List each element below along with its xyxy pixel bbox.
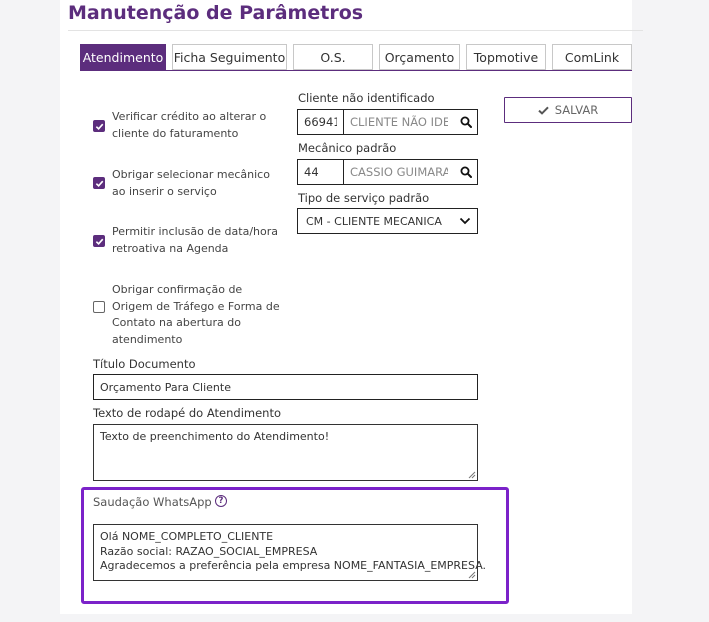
page-title: Manutenção de Parâmetros [68, 2, 364, 24]
option-verificar-credito [93, 120, 105, 132]
title-divider [68, 30, 643, 31]
tab-comlink[interactable]: ComLink [552, 44, 632, 70]
whatsapp-line-3: Agradecemos a preferência pela empresa NOME_FANTASIA_EMPRESA. [100, 559, 487, 572]
checkbox-data-retroativa[interactable] [93, 235, 105, 247]
rodape-textarea[interactable] [93, 424, 478, 481]
check-icon [95, 122, 104, 131]
titulo-documento-field[interactable] [93, 374, 478, 400]
mecanico-name-field[interactable] [343, 159, 455, 185]
checkbox-confirmar-origem[interactable] [93, 301, 105, 313]
checkbox-obrigar-mecanico[interactable] [93, 177, 105, 189]
cliente-name-field[interactable] [343, 109, 455, 135]
save-button-label: SALVAR [554, 103, 599, 117]
cliente-name-input[interactable] [350, 115, 448, 129]
mecanico-search-button[interactable] [454, 159, 478, 185]
whatsapp-label: Saudação WhatsApp [93, 495, 212, 509]
mecanico-code-input[interactable] [304, 165, 337, 179]
cliente-label: Cliente não identificado [298, 91, 435, 105]
rodape-label: Texto de rodapé do Atendimento [93, 406, 282, 420]
search-icon [460, 166, 472, 178]
resize-grip-icon[interactable] [468, 471, 476, 479]
checkbox-verificar-credito[interactable] [93, 120, 105, 132]
option-label-data-retroativa: Permitir inclusão de data/hora retroativa na Agenda [112, 225, 278, 255]
tab-orcamento[interactable]: Orçamento [379, 44, 460, 70]
search-icon [460, 116, 472, 128]
tipo-servico-select[interactable] [297, 208, 478, 234]
resize-grip-icon[interactable] [468, 571, 476, 579]
titulo-documento-label: Título Documento [93, 357, 196, 371]
whatsapp-line-1: Olá NOME_COMPLETO_CLIENTE [100, 530, 274, 543]
cliente-search-button[interactable] [454, 109, 478, 135]
option-label-obrigar-mecanico: Obrigar selecionar mecânico ao inserir o serviço [112, 168, 270, 198]
chevron-down-icon [459, 217, 471, 225]
tabs-underline [80, 70, 632, 71]
tipo-servico-label: Tipo de serviço padrão [298, 191, 430, 205]
option-label-verificar-credito: Verificar crédito ao alterar o cliente do faturamento [112, 110, 267, 140]
whatsapp-textarea[interactable] [93, 524, 487, 581]
cliente-code-input[interactable] [304, 115, 337, 129]
help-icon[interactable]: ? [215, 495, 227, 507]
tab-ficha-seguimento[interactable]: Ficha Seguimento [172, 44, 287, 70]
whatsapp-line-2: Razão social: RAZAO_SOCIAL_EMPRESA [100, 544, 318, 558]
tab-os[interactable]: O.S. [293, 44, 373, 70]
option-data-retroativa [93, 235, 105, 247]
rodape-text: Texto de preenchimento do Atendimento! [100, 430, 330, 443]
option-label-confirmar-origem: Obrigar confirmação de Origem de Tráfego e Forma de Contato na abertura do atendimento [112, 283, 280, 346]
cliente-code-field[interactable] [297, 109, 343, 135]
mecanico-code-field[interactable] [297, 159, 343, 185]
tab-atendimento[interactable]: Atendimento [80, 44, 166, 70]
check-icon [95, 179, 104, 188]
tab-topmotive[interactable]: Topmotive [466, 44, 546, 70]
tipo-servico-value: CM - CLIENTE MECANICA [306, 214, 442, 228]
check-icon [538, 106, 549, 115]
mecanico-label: Mecânico padrão [298, 141, 397, 155]
check-icon [95, 237, 104, 246]
option-confirmar-origem [93, 301, 105, 313]
save-button[interactable] [504, 97, 632, 123]
option-obrigar-mecanico [93, 177, 105, 189]
mecanico-name-input[interactable] [350, 165, 448, 179]
titulo-documento-input[interactable] [100, 381, 471, 394]
